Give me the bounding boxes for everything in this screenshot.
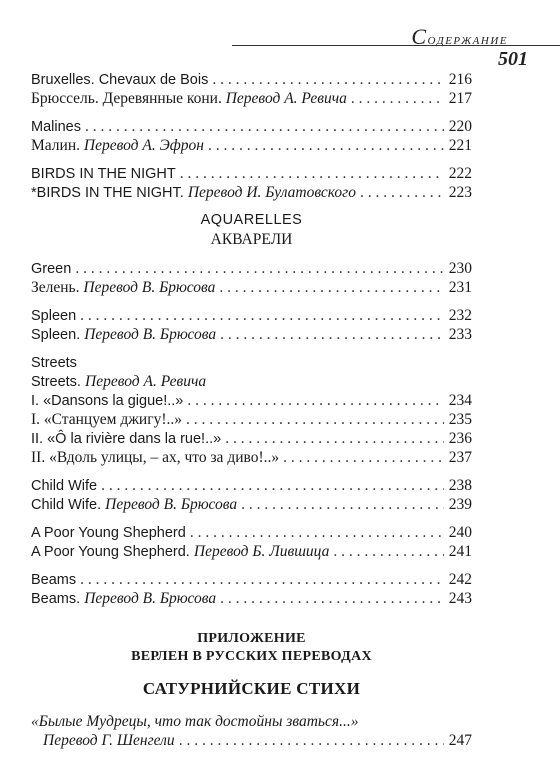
toc-entry: Malines . . . 220 — [31, 117, 472, 136]
toc-group-green — [31, 259, 472, 297]
toc-group-malines — [31, 117, 472, 155]
toc-entry: Child Wife . . . 238 — [31, 476, 472, 495]
toc-entry: II. «Ô la rivière dans la rue!..» . . . 236 — [31, 429, 472, 448]
toc-entry: *BIRDS IN THE NIGHT. Перевод И. Булатовского . . . 223 — [31, 183, 472, 202]
toc-entry: Перевод Г. Шенгели . . . 247 — [31, 731, 472, 750]
toc-entry: Зелень. Перевод В. Брюсова . . . 231 — [31, 278, 472, 297]
page-number: 501 — [498, 48, 528, 70]
toc-entry: Beams . . . 242 — [31, 570, 472, 589]
table-of-contents — [31, 70, 472, 750]
toc-group-spleen — [31, 306, 472, 344]
toc-group-birds — [31, 164, 472, 202]
appendix-heading: ПРИЛОЖЕНИЕ ВЕРЛЕН В РУССКИХ ПЕРЕВОДАХ — [131, 631, 372, 664]
toc-group-shepherd — [31, 523, 472, 561]
toc-entry: I. «Станцуем джигу!..» . . . 235 — [31, 410, 472, 429]
toc-entry: Beams. Перевод В. Брюсова . . . 243 — [31, 589, 472, 608]
page-header — [0, 0, 560, 70]
running-title: Содержание — [411, 24, 508, 49]
toc-entry: Малин. Перевод А. Эфрон . . . 221 — [31, 136, 472, 155]
toc-group-beams — [31, 570, 472, 608]
toc-poem-title: «Былые Мудрецы, что так достойны зваться...» — [31, 713, 359, 730]
toc-entry: I. «Dansons la gigue!..» . . . 234 — [31, 391, 472, 410]
toc-entry-heading: Streets — [31, 355, 77, 371]
toc-group-streets — [31, 353, 472, 467]
header-rule — [232, 45, 560, 46]
toc-entry: Брюссель. Деревянные кони. Перевод А. Ревича . . . 217 — [31, 89, 472, 108]
toc-entry: Green . . . 230 — [31, 259, 472, 278]
toc-entry-heading: Streets. Перевод А. Ревича — [31, 373, 207, 390]
toc-entry: BIRDS IN THE NIGHT . . . 222 — [31, 164, 472, 183]
toc-entry: A Poor Young Shepherd . . . 240 — [31, 523, 472, 542]
toc-entry: Spleen . . . 232 — [31, 306, 472, 325]
toc-group-child-wife — [31, 476, 472, 514]
toc-entry: Spleen. Перевод В. Брюсова . . . 233 — [31, 325, 472, 344]
appendix-subheading: САТУРНИЙСКИЕ СТИХИ — [142, 679, 361, 698]
section-heading: AQUARELLES АКВАРЕЛИ — [200, 212, 303, 248]
toc-entry: II. «Вдоль улицы, – ах, что за диво!..» . . . 237 — [31, 448, 472, 467]
toc-entry: A Poor Young Shepherd. Перевод Б. Лившица . . . 241 — [31, 542, 472, 561]
toc-group-bruxelles — [31, 70, 472, 108]
toc-entry: Child Wife. Перевод В. Брюсова . . . 239 — [31, 495, 472, 514]
toc-entry: Bruxelles. Chevaux de Bois . . . 216 — [31, 70, 472, 89]
